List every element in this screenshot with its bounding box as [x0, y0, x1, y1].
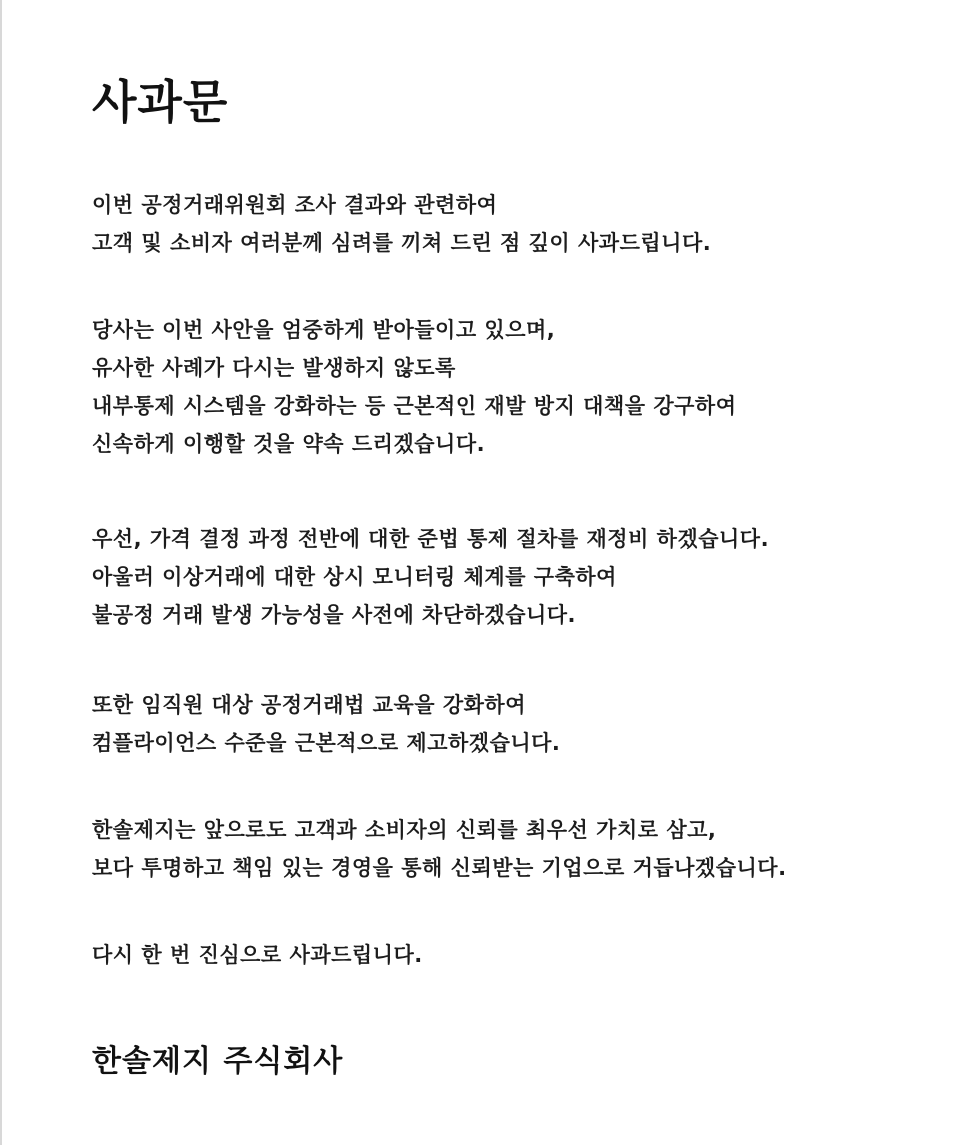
paragraph-commitment	[92, 311, 737, 463]
paragraph-line: 컴플라이언스 수준을 근본적으로 제고하겠습니다.	[92, 731, 561, 755]
paragraph-line: 우선, 가격 결정 과정 전반에 대한 준법 통제 절차를 재정비 하겠습니다.	[92, 527, 770, 551]
page-left-border	[0, 0, 2, 1145]
document-title: 사과문	[92, 75, 229, 129]
paragraph-line: 당사는 이번 사안을 엄중하게 받아들이고 있으며,	[92, 318, 556, 342]
paragraph-intro	[92, 186, 711, 262]
paragraph-line: 한솔제지는 앞으로도 고객과 소비자의 신뢰를 최우선 가치로 삼고,	[92, 818, 717, 842]
paragraph-line: 다시 한 번 진심으로 사과드립니다.	[92, 943, 423, 967]
paragraph-line: 고객 및 소비자 여러분께 심려를 끼쳐 드린 점 깊이 사과드립니다.	[92, 231, 712, 255]
paragraph-measures	[92, 520, 769, 634]
paragraph-line: 보다 투명하고 책임 있는 경영을 통해 신뢰받는 기업으로 거듭나겠습니다.	[92, 856, 787, 880]
paragraph-line: 아울러 이상거래에 대한 상시 모니터링 체계를 구축하여	[92, 565, 617, 589]
paragraph-line: 또한 임직원 대상 공정거래법 교육을 강화하여	[92, 693, 526, 717]
paragraph-line: 불공정 거래 발생 가능성을 사전에 차단하겠습니다.	[92, 603, 577, 627]
paragraph-line: 신속하게 이행할 것을 약속 드리겠습니다.	[92, 432, 486, 456]
paragraph-education	[92, 686, 560, 762]
paragraph-line: 내부통제 시스템을 강화하는 등 근본적인 재발 방지 대책을 강구하여	[92, 394, 737, 418]
paragraph-closing	[92, 936, 423, 974]
company-signature: 한솔제지 주식회사	[92, 1044, 344, 1079]
paragraph-line: 유사한 사례가 다시는 발생하지 않도록	[92, 356, 456, 380]
paragraph-line: 이번 공정거래위원회 조사 결과와 관련하여	[92, 193, 498, 217]
paragraph-pledge	[92, 811, 787, 887]
